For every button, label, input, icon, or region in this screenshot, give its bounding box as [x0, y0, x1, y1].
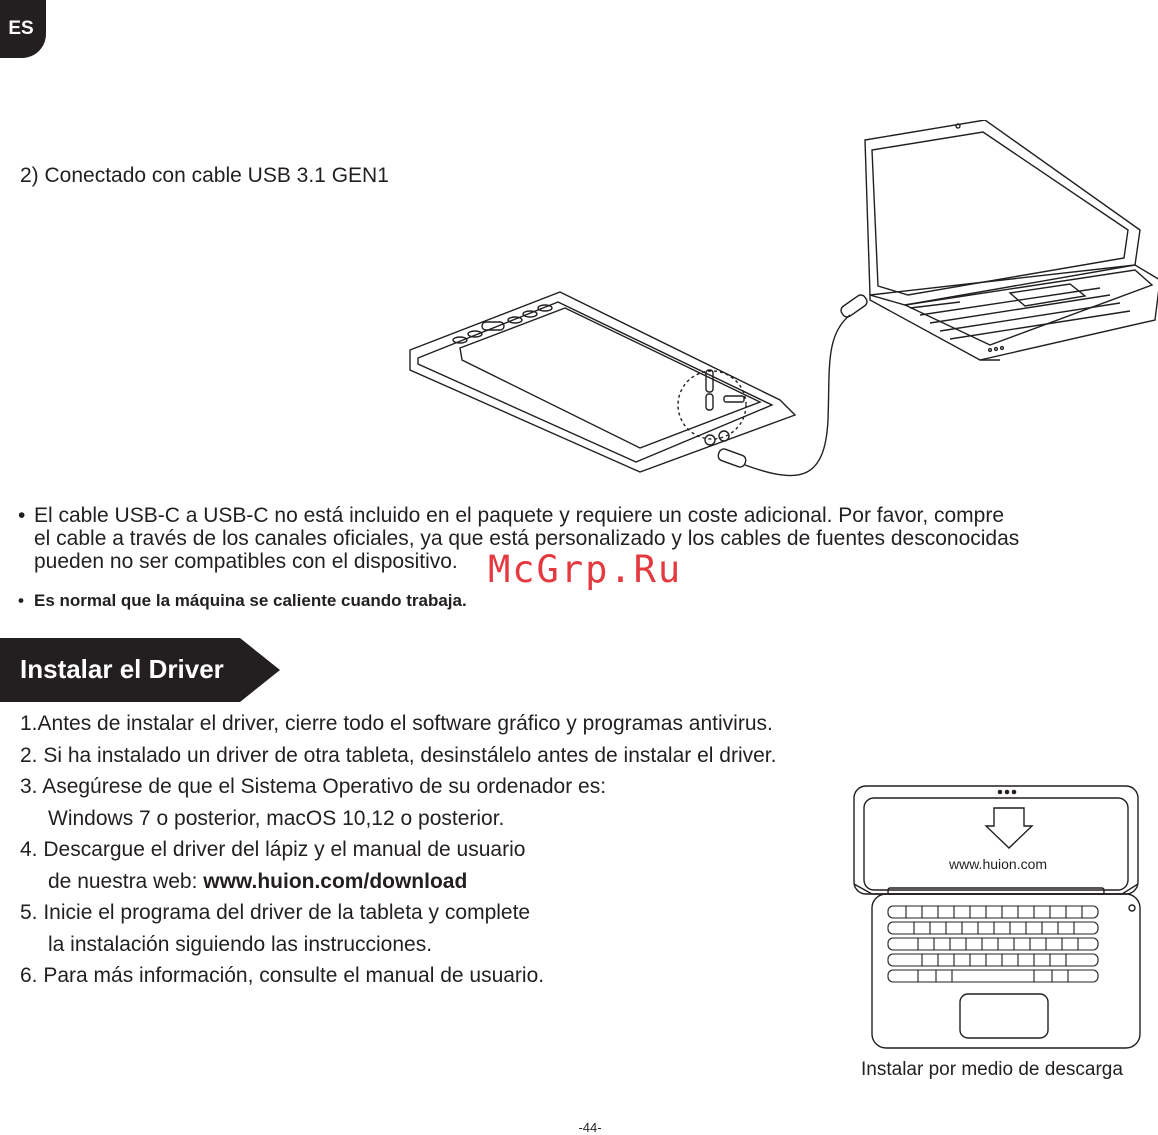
- language-tab: ES: [0, 0, 46, 58]
- step-6: 6. Para más información, consulte el manual de usuario.: [20, 964, 545, 987]
- laptop-icon: [854, 786, 1140, 1048]
- step-3: 3. Asegúrese de que el Sistema Operativo de su ordenador es:: [20, 775, 607, 798]
- usb-c-cable-icon: [717, 293, 869, 476]
- laptop-icon: [865, 120, 1158, 360]
- tablet-laptop-connection-illustration: [400, 120, 1158, 500]
- step-3-continuation: Windows 7 o posterior, macOS 10,12 o posterior.: [48, 806, 505, 830]
- watermark: McGrp.Ru: [488, 548, 683, 591]
- pen-display-tablet-icon: [410, 292, 795, 472]
- step-4-continuation: [20, 866, 776, 898]
- page-number: -44-: [578, 1120, 602, 1135]
- step-1: 1.Antes de instalar el driver, cierre todo el software gráfico y programas antivirus.: [20, 712, 773, 735]
- step-4: 4. Descargue el driver del lápiz y el manual de usuario: [20, 838, 526, 861]
- download-laptop-illustration: [852, 784, 1142, 1054]
- step-5-continuation: la instalación siguiendo las instrucciones.: [48, 932, 433, 956]
- website-label: www.huion.com: [949, 856, 1048, 872]
- step-2: 2. Si ha instalado un driver de otra tableta, desinstálelo antes de instalar el driver.: [20, 743, 777, 767]
- cable-note-line: el cable a través de los canales oficiales, ya que está personalizado y los cables de fuentes desconocidas: [34, 527, 1020, 550]
- download-caption: Instalar por medio de descarga: [861, 1059, 1123, 1080]
- download-link[interactable]: www.huion.com/download: [203, 869, 468, 893]
- download-arrow-icon: [986, 808, 1032, 848]
- bullet: •: [18, 591, 24, 610]
- step-4-prefix: de nuestra web:: [48, 869, 204, 893]
- bullet: •: [18, 504, 26, 527]
- usb-connection-heading: 2) Conectado con cable USB 3.1 GEN1: [20, 164, 389, 187]
- cable-note-line: El cable USB-C a USB-C no está incluido en el paquete y requiere un coste adicional. Por favor, compre: [34, 504, 1005, 527]
- install-steps: [20, 708, 776, 992]
- step-5: 5. Inicie el programa del driver de la tableta y complete: [20, 901, 531, 924]
- heat-note: [18, 589, 1158, 612]
- cable-note-line: pueden no ser compatibles con el dispositivo.: [34, 550, 458, 573]
- section-title: Instalar el Driver: [20, 654, 224, 684]
- heat-note-text: Es normal que la máquina se caliente cuando trabaja.: [34, 591, 467, 610]
